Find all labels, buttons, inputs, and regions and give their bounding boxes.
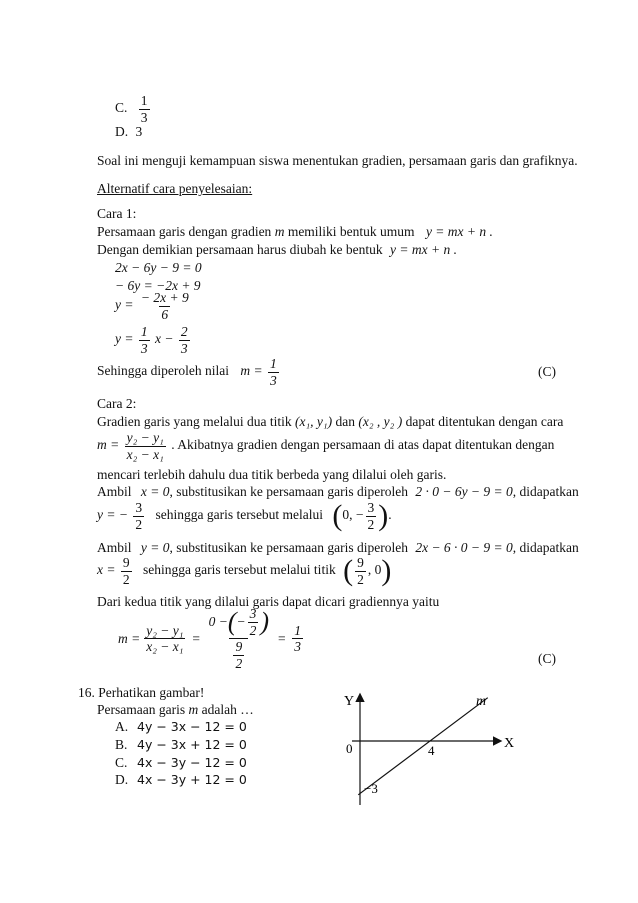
cara2-line3: mencari terlebih dahulu dua titik berbeda yang dilalui oleh garis. [97, 467, 447, 482]
cara1-step4 [115, 324, 192, 356]
cara2-line1 [97, 414, 563, 430]
fraction [366, 500, 377, 532]
text: , substitusikan ke persamaan garis diperoleh [169, 484, 408, 499]
cara2-line4 [97, 484, 579, 500]
numerator: y₂ − y₁ [126, 430, 164, 445]
numerator: 9 [235, 639, 243, 655]
numerator: y₂ − y₁ [146, 622, 184, 638]
equation: 2 · 0 − 6y − 9 = 0 [415, 484, 513, 499]
fraction [139, 93, 150, 125]
denominator: 2 [235, 655, 243, 671]
cara1-step1: 2x − 6y − 9 = 0 [115, 260, 202, 275]
q16-option-c [115, 755, 247, 771]
fraction [179, 324, 190, 356]
lhs: x = [97, 562, 116, 578]
cara2-line5 [97, 500, 392, 532]
numerator: 3 [367, 500, 375, 515]
text: sehingga garis tersebut melalui [155, 507, 324, 523]
denominator: x₂ − x₁ [146, 639, 184, 655]
text: , didapatkan [512, 540, 579, 555]
q16-option-a [115, 719, 247, 735]
option-text: 4y − 3x − 12 = 0 [137, 719, 247, 734]
cara1-line2 [97, 242, 457, 258]
equation: y = mx + n . [425, 224, 493, 239]
text: memiliki bentuk umum [287, 224, 415, 239]
text: sehingga garis tersebut melalui titik [142, 562, 336, 578]
text: Dengan demikian persamaan harus diubah ke bentuk [97, 242, 383, 257]
numerator: 9 [357, 555, 364, 570]
alternative-heading: Alternatif cara penyelesaian: [97, 181, 253, 196]
equation: y = mx + n . [390, 242, 457, 257]
compound-fraction [207, 606, 271, 671]
fraction [355, 555, 366, 587]
cara2-line7 [97, 555, 391, 587]
text: dan [335, 414, 355, 429]
denominator: 3 [140, 340, 148, 356]
fraction [139, 290, 191, 322]
cara1-title: Cara 1: [97, 206, 137, 221]
numerator: 1 [269, 356, 277, 371]
var: m [274, 224, 285, 239]
denominator: 2 [249, 622, 257, 638]
denominator: 3 [269, 372, 277, 388]
q16-question [97, 702, 254, 718]
denominator: 3 [294, 639, 301, 655]
compound-denominator [229, 638, 248, 671]
fraction [133, 500, 144, 532]
cara1-answer: (C) [538, 364, 556, 379]
option-label: D. [115, 124, 129, 139]
denominator: x₂ − x₁ [126, 446, 164, 462]
text: , substitusikan ke persamaan garis diperoleh [169, 540, 408, 555]
fraction [144, 623, 185, 655]
option-d-top [115, 124, 142, 140]
numerator: 1 [294, 622, 301, 638]
option-label: A. [115, 719, 129, 734]
option-text: 4x − 3y + 12 = 0 [137, 772, 247, 787]
option-label: D. [115, 772, 129, 787]
lhs: m = [118, 630, 141, 646]
question-number: 16. [78, 685, 95, 700]
text: Sehingga diperoleh nilai [97, 363, 229, 379]
fraction [268, 356, 279, 388]
text: dapat ditentukan dengan cara [405, 414, 564, 429]
numerator: 3 [249, 606, 257, 621]
y-intercept-label: −3 [364, 781, 378, 796]
cara1-step3 [115, 290, 193, 322]
text: Persamaan garis [97, 702, 186, 717]
option-label: B. [115, 737, 128, 752]
equation: x = 0 [140, 484, 170, 499]
denominator: 3 [180, 340, 188, 356]
lhs: y = − [97, 507, 128, 523]
compound-numerator [207, 606, 271, 638]
lhs: y = [115, 331, 134, 347]
point: (x₁, y₁) [294, 414, 333, 429]
point-text: 0, − [342, 507, 364, 523]
paren-close: ) [381, 554, 392, 588]
text: Ambil [97, 540, 132, 555]
mid: x − [154, 331, 174, 347]
q16-option-d [115, 772, 247, 788]
var: m [188, 702, 199, 717]
equals: = [277, 630, 287, 646]
cara2-formula-line [97, 430, 563, 462]
option-value: 3 [135, 124, 143, 139]
option-text: 4x − 3y − 12 = 0 [137, 755, 247, 770]
text: adalah … [201, 702, 254, 717]
fraction [121, 555, 132, 587]
numerator: − 2x + 9 [140, 290, 189, 305]
option-text: 4y − 3x + 12 = 0 [137, 737, 247, 752]
lhs: y = [115, 297, 134, 313]
text: , didapatkan [512, 484, 579, 499]
fraction [233, 639, 244, 671]
point-text: , 0 [367, 562, 382, 578]
origin-label: 0 [346, 741, 353, 756]
prompt: Perhatikan gambar! [98, 685, 205, 700]
numerator: 9 [122, 555, 130, 570]
denominator: 3 [140, 109, 148, 125]
equation: 2x − 6 · 0 − 9 = 0 [415, 540, 513, 555]
minus: − [236, 614, 246, 630]
line-m-label: m [476, 694, 487, 709]
intro-text: Soal ini menguji kemampuan siswa menentukan gradien, persamaan garis dan grafiknya. [97, 153, 578, 168]
equation: y = 0 [140, 540, 170, 555]
text: . Akibatnya gradien dengan persamaan di atas dapat ditentukan dengan [171, 437, 555, 453]
option-label: C. [115, 100, 128, 116]
cara1-step2: − 6y = −2x + 9 [115, 278, 201, 293]
numerator: 2 [180, 324, 188, 339]
text: Gradien garis yang melalui dua titik [97, 414, 292, 429]
paren-open: ( [227, 607, 237, 637]
cara2-line6 [97, 540, 579, 556]
cara1-conclusion [97, 356, 281, 388]
x-axis-label: X [504, 736, 515, 751]
paren-open: ( [343, 554, 354, 588]
line-graph [330, 685, 560, 825]
paren-close: ) [378, 499, 389, 533]
option-c-top [115, 93, 152, 125]
point: (x₂ , y₂ ) [358, 414, 403, 429]
equals: = [191, 630, 201, 646]
lhs: m = [240, 363, 263, 379]
cara1-line1 [97, 224, 493, 240]
denominator: 6 [161, 306, 169, 322]
fraction [292, 623, 303, 655]
x-intercept-label: 4 [428, 743, 435, 758]
text: Persamaan garis dengan gradien [97, 224, 272, 239]
cara2-answer: (C) [538, 651, 556, 666]
denominator: 2 [122, 571, 130, 587]
option-label: C. [115, 755, 128, 770]
q16-option-b [115, 737, 247, 753]
text: Ambil [97, 484, 132, 499]
denominator: 2 [357, 571, 364, 587]
fraction [248, 606, 259, 638]
text: 0 − [208, 614, 228, 630]
period: . [388, 507, 392, 523]
fraction [139, 324, 150, 356]
paren-open: ( [332, 499, 343, 533]
fraction [125, 430, 166, 462]
numerator: 1 [140, 324, 148, 339]
lhs: m = [97, 437, 120, 453]
denominator: 2 [367, 516, 375, 532]
cara2-title: Cara 2: [97, 396, 137, 411]
numerator: 1 [140, 93, 148, 108]
paren-close: ) [260, 607, 270, 637]
y-axis-label: Y [344, 694, 355, 709]
numerator: 3 [135, 500, 143, 515]
cara2-line8: Dari kedua titik yang dilalui garis dapat dicari gradiennya yaitu [97, 594, 440, 609]
cara2-calc [118, 606, 305, 671]
q16-prompt [78, 685, 204, 701]
denominator: 2 [135, 516, 143, 532]
